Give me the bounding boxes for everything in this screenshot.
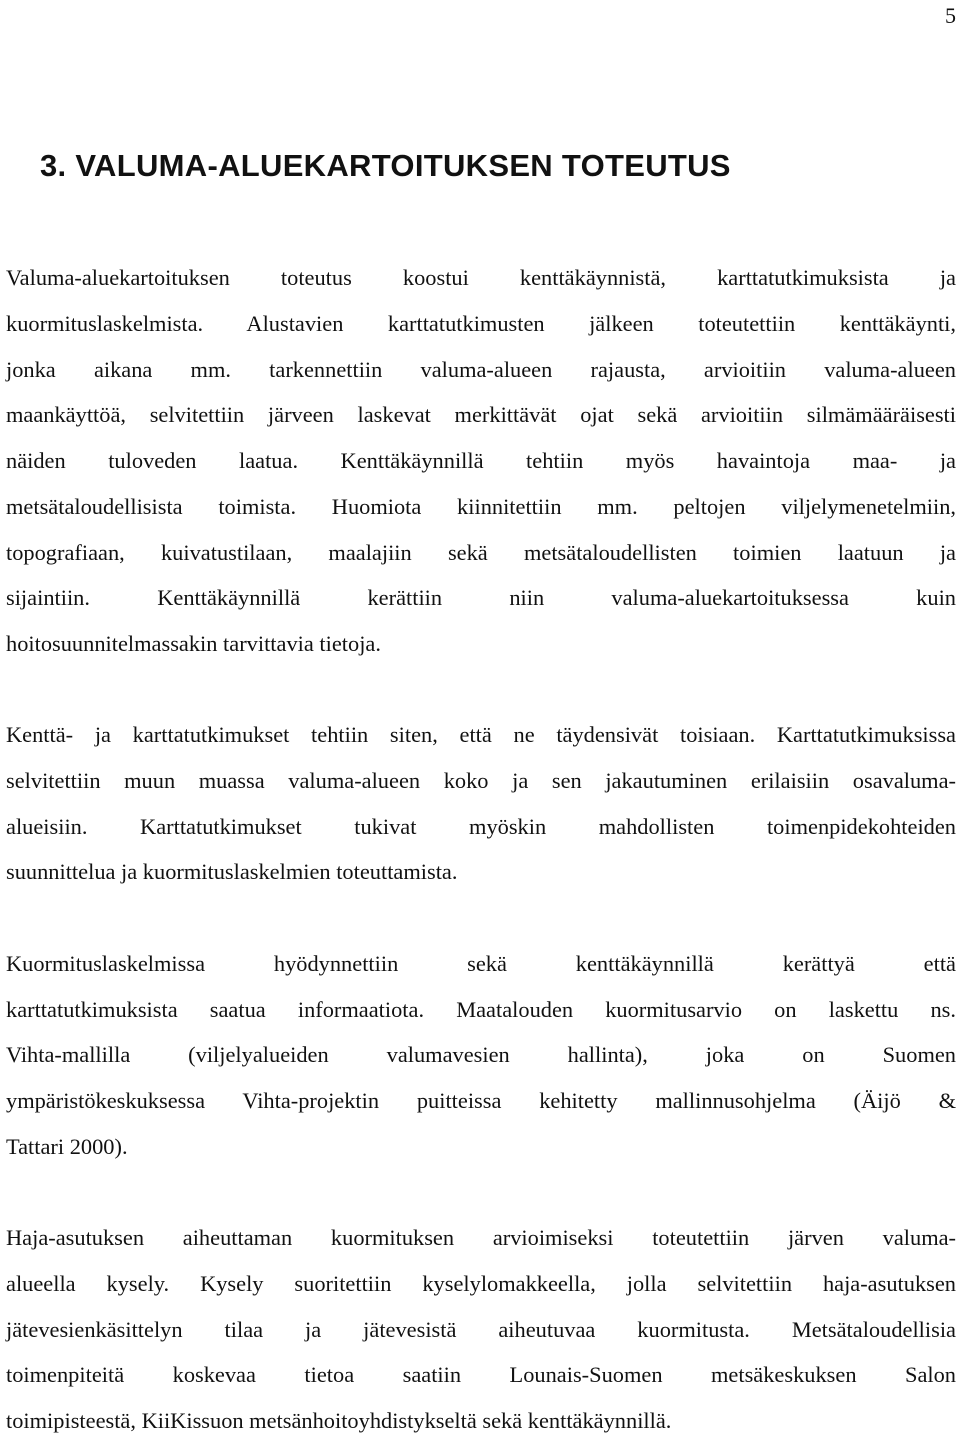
paragraph-line: suunnittelua ja kuormituslaskelmien toteuttamista. bbox=[6, 859, 458, 884]
paragraph-line: Kenttä- ja karttatutkimukset tehtiin siten, että ne täydensivät toisiaan. Karttatutkimuksissa bbox=[6, 722, 956, 747]
page-number: 5 bbox=[945, 3, 956, 28]
paragraph-line: sijaintiin. Kenttäkäynnillä kerättiin niin valuma-aluekartoituksessa kuin bbox=[6, 585, 956, 610]
paragraph-line: hoitosuunnitelmassakin tarvittavia tietoja. bbox=[6, 631, 381, 656]
paragraph-line: Vihta-mallilla (viljelyalueiden valumavesien hallinta), joka on Suomen bbox=[6, 1042, 956, 1067]
paragraph-line: toimipisteestä, KiiKissuon metsänhoitoyhdistykseltä sekä kenttäkäynnillä. bbox=[6, 1408, 672, 1433]
paragraph-line: Valuma-aluekartoituksen toteutus koostui kenttäkäynnistä, karttatutkimuksista ja bbox=[6, 265, 956, 290]
paragraph-line: jätevesienkäsittelyn tilaa ja jätevesistä aiheutuvaa kuormitusta. Metsätaloudellisia bbox=[6, 1317, 956, 1342]
paragraph-line: karttatutkimuksista saatua informaatiota. Maatalouden kuormitusarvio on laskettu ns. bbox=[6, 997, 956, 1022]
paragraph-line: jonka aikana mm. tarkennettiin valuma-alueen rajausta, arvioitiin valuma-alueen bbox=[6, 357, 956, 382]
paragraph-line: Kuormituslaskelmissa hyödynnettiin sekä kenttäkäynnillä kerättyä että bbox=[6, 951, 956, 976]
paragraph-line: alueella kysely. Kysely suoritettiin kyselylomakkeella, jolla selvitettiin haja-asutuksen bbox=[6, 1271, 956, 1296]
paragraph-line: ympäristökeskuksessa Vihta-projektin puitteissa kehitetty mallinnusohjelma (Äijö & bbox=[6, 1088, 956, 1113]
paragraph-line: topografiaan, kuivatustilaan, maalajiin sekä metsätaloudellisten toimien laatuun ja bbox=[6, 540, 956, 565]
paragraph-line: Haja-asutuksen aiheuttaman kuormituksen arvioimiseksi toteutettiin järven valuma- bbox=[6, 1225, 956, 1250]
paragraph-line: maankäyttöä, selvitettiin järveen laskevat merkittävät ojat sekä arvioitiin silmämääräisesti bbox=[6, 402, 956, 427]
paragraph-line: näiden tuloveden laatua. Kenttäkäynnillä tehtiin myös havaintoja maa- ja bbox=[6, 448, 956, 473]
paragraph-line: toimenpiteitä koskevaa tietoa saatiin Lounais-Suomen metsäkeskuksen Salon bbox=[6, 1362, 956, 1387]
paragraph-line: kuormituslaskelmista. Alustavien karttatutkimusten jälkeen toteutettiin kenttäkäynti, bbox=[6, 311, 956, 336]
paragraph-line: metsätaloudellisista toimista. Huomiota kiinnitettiin mm. peltojen viljelymenetelmiin, bbox=[6, 494, 956, 519]
section-heading: 3. VALUMA-ALUEKARTOITUKSEN TOTEUTUS bbox=[40, 148, 731, 183]
paragraph-line: selvitettiin muun muassa valuma-alueen koko ja sen jakautuminen erilaisiin osavaluma- bbox=[6, 768, 956, 793]
paragraph-line: Tattari 2000). bbox=[6, 1134, 128, 1159]
paragraph-line: alueisiin. Karttatutkimukset tukivat myöskin mahdollisten toimenpidekohteiden bbox=[6, 814, 956, 839]
